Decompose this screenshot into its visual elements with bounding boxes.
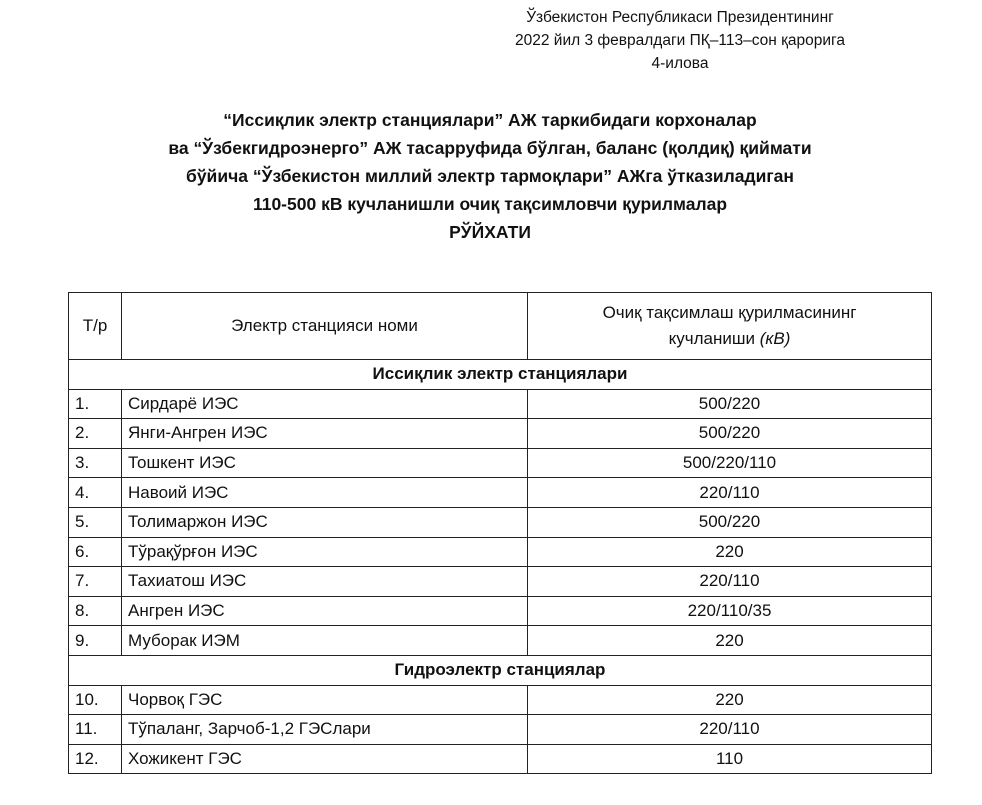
row-voltage: 220/110 bbox=[528, 715, 932, 745]
document-title bbox=[60, 106, 920, 246]
row-station-name: Тошкент ИЭС bbox=[122, 448, 528, 478]
section-row bbox=[69, 360, 932, 390]
header-voltage bbox=[528, 293, 932, 360]
table-row bbox=[69, 537, 932, 567]
title-line-2: ва “Ўзбекгидроэнерго” АЖ тасарруфида бўлган, баланс (қолдиқ) қиймати bbox=[168, 138, 812, 158]
row-voltage: 220/110/35 bbox=[528, 596, 932, 626]
annex-line-3: 4-илова bbox=[651, 55, 709, 72]
row-num: 6. bbox=[69, 537, 122, 567]
row-num: 5. bbox=[69, 507, 122, 537]
row-voltage: 500/220/110 bbox=[528, 448, 932, 478]
annex-line-1: Ўзбекистон Республикаси Президентининг bbox=[526, 9, 834, 26]
row-num: 8. bbox=[69, 596, 122, 626]
table-row bbox=[69, 567, 932, 597]
row-voltage: 220 bbox=[528, 537, 932, 567]
table-header-row bbox=[69, 293, 932, 360]
table-row bbox=[69, 419, 932, 449]
header-num: Т/р bbox=[69, 293, 122, 360]
section-title: Гидроэлектр станциялар bbox=[69, 655, 932, 685]
row-station-name: Толимаржон ИЭС bbox=[122, 507, 528, 537]
title-line-4: 110-500 кВ кучланишли очиқ тақсимловчи қурилмалар bbox=[252, 194, 728, 214]
header-voltage-label: кучланиши bbox=[668, 329, 755, 348]
title-line-3: бўйича “Ўзбекистон миллий электр тармоқлари” АЖга ўтказиладиган bbox=[186, 166, 794, 186]
table-row bbox=[69, 596, 932, 626]
annex-line-2: 2022 йил 3 февралдаги ПҚ–113–сон қарорига bbox=[515, 32, 845, 49]
table-row bbox=[69, 448, 932, 478]
table-row bbox=[69, 507, 932, 537]
row-num: 3. bbox=[69, 448, 122, 478]
table-row bbox=[69, 744, 932, 774]
table-row bbox=[69, 715, 932, 745]
row-station-name: Муборак ИЭМ bbox=[122, 626, 528, 656]
row-station-name: Хожикент ГЭС bbox=[122, 744, 528, 774]
row-num: 4. bbox=[69, 478, 122, 508]
row-num: 7. bbox=[69, 567, 122, 597]
row-station-name: Тахиатош ИЭС bbox=[122, 567, 528, 597]
row-voltage: 110 bbox=[528, 744, 932, 774]
table-row bbox=[69, 478, 932, 508]
table-row bbox=[69, 389, 932, 419]
row-voltage: 220/110 bbox=[528, 478, 932, 508]
row-voltage: 500/220 bbox=[528, 419, 932, 449]
row-num: 1. bbox=[69, 389, 122, 419]
row-station-name: Янги-Ангрен ИЭС bbox=[122, 419, 528, 449]
row-num: 9. bbox=[69, 626, 122, 656]
row-num: 2. bbox=[69, 419, 122, 449]
row-num: 12. bbox=[69, 744, 122, 774]
title-line-1: “Иссиқлик электр станциялари” АЖ таркибидаги корхоналар bbox=[223, 110, 757, 130]
header-voltage-unit: (кВ) bbox=[759, 329, 791, 348]
header-voltage-line-2 bbox=[534, 326, 925, 352]
row-voltage: 220/110 bbox=[528, 567, 932, 597]
row-voltage: 220 bbox=[528, 626, 932, 656]
table-row bbox=[69, 685, 932, 715]
row-voltage: 500/220 bbox=[528, 507, 932, 537]
header-name: Электр станцияси номи bbox=[122, 293, 528, 360]
row-num: 10. bbox=[69, 685, 122, 715]
table-row bbox=[69, 626, 932, 656]
row-voltage: 500/220 bbox=[528, 389, 932, 419]
row-voltage: 220 bbox=[528, 685, 932, 715]
row-station-name: Навоий ИЭС bbox=[122, 478, 528, 508]
row-station-name: Сирдарё ИЭС bbox=[122, 389, 528, 419]
row-station-name: Тўрақўрғон ИЭС bbox=[122, 537, 528, 567]
annex-header bbox=[500, 6, 860, 75]
section-title: Иссиқлик электр станциялари bbox=[69, 360, 932, 390]
header-voltage-line-1: Очиқ тақсимлаш қурилмасининг bbox=[602, 303, 857, 322]
title-line-5: РЎЙХАТИ bbox=[449, 222, 531, 242]
row-station-name: Тўпаланг, Зарчоб-1,2 ГЭСлари bbox=[122, 715, 528, 745]
row-num: 11. bbox=[69, 715, 122, 745]
row-station-name: Ангрен ИЭС bbox=[122, 596, 528, 626]
section-row bbox=[69, 655, 932, 685]
row-station-name: Чорвоқ ГЭС bbox=[122, 685, 528, 715]
substations-table bbox=[68, 292, 932, 774]
